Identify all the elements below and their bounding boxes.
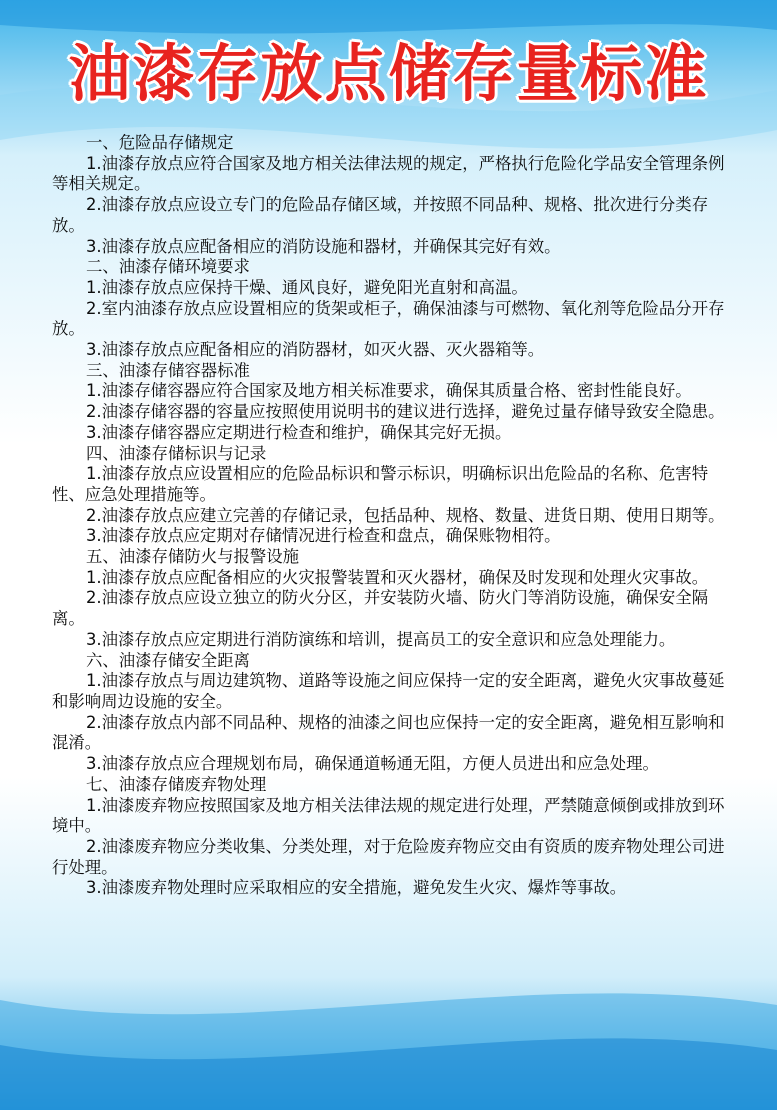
section-item: 3.油漆存放点应合理规划布局，确保通道畅通无阻，方便人员进出和应急处理。 <box>86 754 659 774</box>
section-item: 3.油漆存放点应配备相应的消防设施和器材，并确保其完好有效。 <box>86 236 561 256</box>
section-item: 3.油漆存放点应定期进行消防演练和培训，提高员工的安全意识和应急处理能力。 <box>86 629 676 649</box>
section-item: 1.油漆存储容器应符合国家及地方相关标准要求，确保其质量合格、密封性能良好。 <box>86 381 692 401</box>
section-item: 2.油漆存放点应设立独立的防火分区，并安装防火墙、防火门等消防设施，确保安全隔离。 <box>52 588 709 629</box>
section-item: 1.油漆存放点应符合国家及地方相关法律法规的规定，严格执行危险化学品安全管理条例等相关规定。 <box>52 153 725 194</box>
document-body <box>52 133 737 899</box>
section-item: 2.室内油漆存放点应设置相应的货架或柜子，确保油漆与可燃物、氧化剂等危险品分开存放。 <box>52 298 725 339</box>
section-item: 2.油漆存放点应设立专门的危险品存储区域，并按照不同品种、规格、批次进行分类存放。 <box>52 195 709 235</box>
section-heading: 六、油漆存储安全距离 <box>86 650 250 670</box>
section-heading: 四、油漆存储标识与记录 <box>86 443 267 463</box>
section-heading: 三、油漆存储容器标准 <box>86 360 250 380</box>
section-item: 3.油漆存放点应定期对存储情况进行检查和盘点，确保账物相符。 <box>86 526 561 546</box>
section-heading: 一、危险品存储规定 <box>86 133 234 152</box>
section-heading: 七、油漆存储废弃物处理 <box>86 774 267 794</box>
section-item: 2.油漆存储容器的容量应按照使用说明书的建议进行选择，避免过量存储导致安全隐患。 <box>86 402 725 422</box>
section-item: 3.油漆废弃物处理时应采取相应的安全措施，避免发生火灾、爆炸等事故。 <box>86 878 627 898</box>
section-item: 1.油漆存放点应保持干燥、通风良好，避免阳光直射和高温。 <box>86 277 528 297</box>
section-item: 3.油漆存放点应配备相应的消防器材，如灭火器、灭火器箱等。 <box>86 340 545 360</box>
section-item: 1.油漆存放点与周边建筑物、道路等设施之间应保持一定的安全距离，避免火灾事故蔓延和影响周边设施的安全。 <box>52 671 725 711</box>
page-title: 油漆存放点储存量标准 <box>68 37 709 110</box>
section-item: 1.油漆存放点应设置相应的危险品标识和警示标识，明确标识出危险品的名称、危害特性、应急处理措施等。 <box>52 464 709 504</box>
section-item: 2.油漆存放点应建立完善的存储记录，包括品种、规格、数量、进货日期、使用日期等。 <box>86 505 725 525</box>
section-heading: 五、油漆存储防火与报警设施 <box>86 547 300 567</box>
section-item: 2.油漆存放点内部不同品种、规格的油漆之间也应保持一定的安全距离，避免相互影响和混淆。 <box>52 712 725 753</box>
section-item: 2.油漆废弃物应分类收集、分类处理，对于危险废弃物应交由有资质的废弃物处理公司进行处理。 <box>52 836 725 877</box>
section-heading: 二、油漆存储环境要求 <box>86 257 250 277</box>
section-item: 1.油漆存放点应配备相应的火灾报警装置和灭火器材，确保及时发现和处理火灾事故。 <box>86 567 709 587</box>
section-item: 1.油漆废弃物应按照国家及地方相关法律法规的规定进行处理，严禁随意倾倒或排放到环境中。 <box>52 795 725 836</box>
section-item: 3.油漆存储容器应定期进行检查和维护，确保其完好无损。 <box>86 422 512 442</box>
